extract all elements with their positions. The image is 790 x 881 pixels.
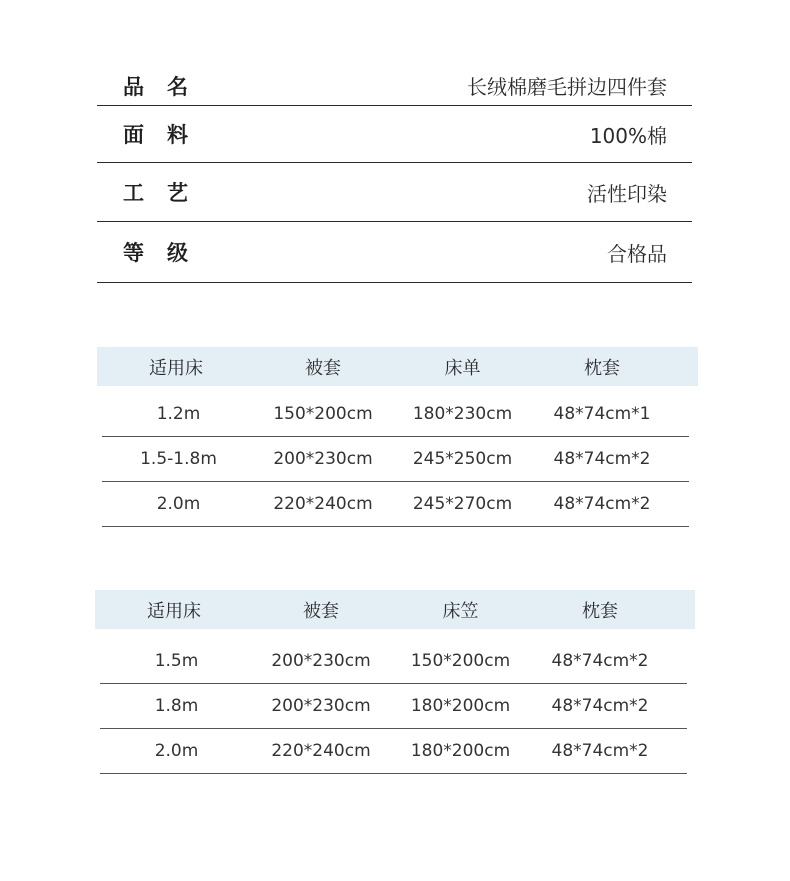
spec-value: 活性印染 [587,181,667,206]
cell-duvet-cover: 200*230cm [273,449,373,469]
spec-row-grade [97,222,692,283]
table-row [100,729,687,774]
spec-value: 100%棉 [589,123,667,148]
table-row [100,684,687,729]
product-spec-list [97,66,692,283]
spec-label: 品名 [123,74,211,99]
size-table-fitted [95,590,695,775]
table-body [102,392,689,527]
table-body [100,639,687,774]
header-bed-size: 适用床 [149,357,203,379]
spec-row-craft [97,163,692,222]
cell-bed-sheet: 245*270cm [412,494,513,514]
cell-pillowcase: 48*74cm*2 [551,696,649,716]
header-pillowcase: 枕套 [582,600,618,622]
spec-row-fabric [97,106,692,163]
table-header [95,590,695,629]
cell-duvet-cover: 200*230cm [271,696,371,716]
header-bed-sheet: 床单 [444,357,481,379]
table-header [97,347,698,386]
header-duvet-cover: 被套 [303,600,339,622]
cell-bed-size: 1.2m [156,404,201,424]
size-table-sheet [97,347,698,532]
header-pillowcase: 枕套 [584,357,620,379]
cell-bed-sheet: 180*230cm [412,404,513,424]
spec-label: 工艺 [123,181,211,205]
cell-bed-size: 2.0m [156,494,201,514]
cell-pillowcase: 48*74cm*2 [553,494,651,514]
cell-bed-sheet: 245*250cm [412,449,513,469]
cell-duvet-cover: 220*240cm [273,494,373,514]
cell-duvet-cover: 220*240cm [271,741,371,761]
cell-pillowcase: 48*74cm*1 [553,404,651,424]
header-fitted-sheet: 床笠 [442,600,479,622]
cell-duvet-cover: 200*230cm [271,651,371,671]
spec-label: 面料 [123,123,211,147]
spec-value: 合格品 [607,241,667,266]
spec-row-name [97,66,692,106]
cell-bed-size: 2.0m [154,741,199,761]
table-row [102,437,689,482]
cell-bed-size: 1.5-1.8m [140,449,217,469]
table-row [102,392,689,437]
cell-fitted-sheet: 150*200cm [410,651,511,671]
cell-pillowcase: 48*74cm*2 [551,741,649,761]
spec-label: 等级 [123,241,211,265]
cell-fitted-sheet: 180*200cm [410,696,511,716]
cell-bed-size: 1.8m [154,696,199,716]
header-bed-size: 适用床 [147,600,201,622]
cell-fitted-sheet: 180*200cm [410,741,511,761]
cell-bed-size: 1.5m [154,651,199,671]
cell-pillowcase: 48*74cm*2 [551,651,649,671]
cell-duvet-cover: 150*200cm [273,404,373,424]
spec-value: 长绒棉磨毛拼边四件套 [467,75,667,99]
cell-pillowcase: 48*74cm*2 [553,449,651,469]
table-row [100,639,687,684]
header-duvet-cover: 被套 [305,357,341,379]
table-row [102,482,689,527]
